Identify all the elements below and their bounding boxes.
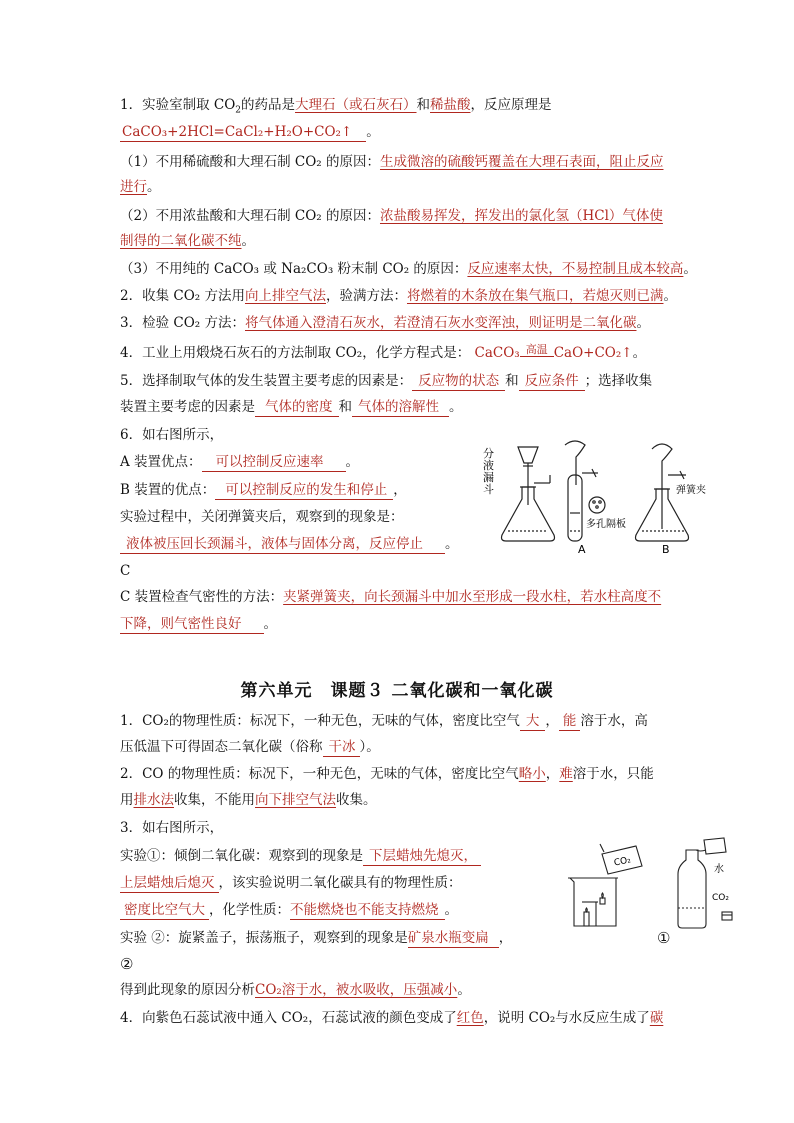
circled-number-1: ① <box>657 929 671 947</box>
q6b-label: B 装置的优点： <box>120 482 216 498</box>
label-a: A <box>578 543 586 556</box>
funnel-label-4: 斗 <box>483 483 494 496</box>
u6-q3c-answer: CO₂溶于水，被水吸收，压强减小 <box>255 982 458 998</box>
u6-q1-answer-2: 能 <box>559 713 581 731</box>
q1a-end: 。 <box>147 179 161 195</box>
u6-q1-line-2 <box>120 737 380 757</box>
u6-q3a-line <box>120 846 481 866</box>
label-b: B <box>662 543 670 556</box>
funnel-label-3: 漏 <box>483 471 494 484</box>
q6-c-line <box>120 561 130 581</box>
q6c-label: 实验过程中，关闭弹簧夹后，观察到的现象是： <box>120 509 404 525</box>
q1b-answer-2: 制得的二氧化碳不纯 <box>120 233 242 249</box>
q4-label: 4．工业上用煅烧石灰石的方法制取 CO₂，化学方程式是： <box>120 345 471 361</box>
u6-q2-line2-mid: 收集，不能用 <box>174 792 255 808</box>
u6-q3-line <box>120 818 223 838</box>
q3-label: 3．检验 CO₂ 方法： <box>120 315 245 331</box>
separatory-funnel <box>518 447 538 463</box>
u6-q2-end: 收集。 <box>336 792 377 808</box>
u6-q1-line <box>120 711 648 731</box>
plastic-bottle <box>678 850 706 928</box>
q1c-answer: 反应速率太快，不易控制且成本较高 <box>467 261 684 277</box>
u6-q3a-answer-4: 不能燃烧也不能支持燃烧 <box>290 902 445 920</box>
q2-line <box>120 286 677 306</box>
u6-q4-tail: ，说明 CO₂与水反应生成了 <box>483 1010 650 1026</box>
q5-answer-3: 气体的密度 <box>255 399 339 417</box>
q6b-end: ， <box>393 482 407 498</box>
u6-q3b-answer: 矿泉水瓶变扁 <box>408 930 499 948</box>
u6-q1-answer-1: 大 <box>520 713 546 731</box>
q5-end: 。 <box>449 399 463 415</box>
q2-answer-2: 将燃着的木条放在集气瓶口，若熄灭则已满 <box>406 288 664 304</box>
q5-answer-1: 反应物的状态 <box>412 373 505 391</box>
u6-q3a-label: 实验①：倾倒二氧化碳：观察到的现象是 <box>120 848 363 864</box>
q6b-line <box>120 480 407 500</box>
porous-plate-label: 多孔隔板 <box>586 519 626 530</box>
q1a-answer: 生成微溶的硫酸钙覆盖在大理石表面，阻止反应 <box>379 154 664 170</box>
q2-mid: ，验满方法： <box>325 288 407 304</box>
q1c-line <box>120 259 697 279</box>
q6-line <box>120 425 223 445</box>
spring-clip-label: 弹簧夹 <box>676 485 706 496</box>
water-label: 水 <box>714 864 724 875</box>
q2-answer-1: 向上排空气法 <box>244 288 326 304</box>
q3-answer: 将气体通入澄清石灰水，若澄清石灰水变浑浊，则证明是二氧化碳 <box>244 315 637 331</box>
u6-q3a-answer-2: 上层蜡烛后熄灭 <box>120 875 219 893</box>
u6-q1-line2: 压低温下可得固态二氧化碳（俗称 <box>120 739 323 755</box>
u6-q3a-answer-1: 下层蜡烛先熄灭， <box>363 848 481 866</box>
q1b-line <box>120 206 663 226</box>
q6d-line <box>120 587 661 607</box>
q1-equation: CaCO₃+2HCl=CaCl₂+H₂O+CO₂↑ <box>120 124 366 142</box>
q1a-line-2 <box>120 177 161 197</box>
circled-number-2: ② <box>120 955 134 973</box>
u6-q1-answer-3: 干冰 <box>323 739 360 757</box>
u6-q2-tail: 溶于水，只能 <box>572 766 654 782</box>
q1-mid: 的药品是 <box>241 97 296 113</box>
q4-condition: 高温 <box>520 344 554 357</box>
q5-and: 和 <box>505 373 519 389</box>
q1-label: 1．实验室制取 CO <box>120 97 236 113</box>
u6-q3b-label: 实验 ②：旋紧盖子，振荡瓶子，观察到的现象是 <box>120 930 408 946</box>
bottle-co2-label: CO₂ <box>712 893 729 903</box>
q6-label: 6．如右图所示， <box>120 427 224 443</box>
q6-c-label: C <box>120 563 131 579</box>
q6c-answer: 液体被压回长颈漏斗，液体与固体分离，反应停止 <box>120 536 445 554</box>
q5-and-2: 和 <box>338 399 352 415</box>
u6-q3b-end: ， <box>498 930 513 946</box>
u6-q1-tail: 溶于水，高 <box>580 713 648 729</box>
q4-end: 。 <box>632 345 647 361</box>
q4-equation-left: CaCO₃ <box>474 345 520 361</box>
q4-line <box>120 343 646 363</box>
jar-co2-label: CO₂ <box>613 855 632 869</box>
water-beaker <box>704 838 726 854</box>
u6-q2-line2-pre: 用 <box>120 792 134 808</box>
q5-line-2 <box>120 397 463 417</box>
q1b-answer: 浓盐酸易挥发，挥发出的氯化氢（HCl）气体使 <box>379 208 663 224</box>
q6a-answer: 可以控制反应速率 <box>202 454 346 472</box>
u6-q1-sep: ， <box>545 713 559 729</box>
q1-equation-line <box>120 122 380 142</box>
u6-q2-answer-3: 排水法 <box>133 792 174 808</box>
u6-q1-label: 1．CO₂的物理性质：标况下，一种无色，无味的气体，密度比空气 <box>120 713 520 729</box>
q1b-line-2 <box>120 231 255 251</box>
q3-line <box>120 313 650 333</box>
q1c-label: （3）不用纯的 CaCO₃ 或 Na₂CO₃ 粉末制 CO₂ 的原因： <box>120 261 468 277</box>
u6-q4-line <box>120 1008 663 1028</box>
u6-q2-line-2 <box>120 790 377 810</box>
q6d-answer: 夹紧弹簧夹，向长颈漏斗中加水至形成一段水柱，若水柱高度不 <box>283 589 662 605</box>
u6-q3b-line <box>120 928 512 948</box>
q6b-answer: 可以控制反应的发生和停止 <box>215 482 393 500</box>
candle-lower <box>584 912 589 926</box>
bottle-cap <box>722 912 732 920</box>
section-title: 第六单元 课题３ 二氧化碳和一氧化碳 <box>240 681 554 701</box>
q1b-label: （2）不用浓盐酸和大理石制 CO₂ 的原因： <box>120 208 380 224</box>
q6c-line <box>120 507 404 527</box>
co2-experiment-figure <box>564 838 744 930</box>
u6-q3a-line-3 <box>120 900 458 920</box>
q5-tail: ；选择收集 <box>584 373 653 389</box>
q2-label: 2．收集 CO₂ 方法用 <box>120 288 245 304</box>
q1a-answer-2: 进行 <box>120 179 147 195</box>
u6-q2-label: 2．CO 的物理性质：标况下，一种无色，无味的气体，密度比空气 <box>120 766 519 782</box>
u6-q2-answer-1: 略小 <box>518 766 546 782</box>
q6d-answer-2: 下降，则气密性良好 <box>120 616 264 634</box>
u6-q3a-line-2 <box>120 873 462 893</box>
funnel-label-1: 分 <box>483 447 494 460</box>
q6a-end: 。 <box>345 454 360 470</box>
u6-q3c-line <box>120 980 471 1000</box>
q6c-end: 。 <box>445 536 459 552</box>
q1-tail: ，反应原理是 <box>470 97 552 113</box>
q5-answer-2: 反应条件 <box>519 373 585 391</box>
q2-end: 。 <box>663 288 677 304</box>
q5-line2-label: 装置主要考虑的因素是 <box>120 399 255 415</box>
u6-q2-sep: ， <box>545 766 560 782</box>
porous-plate-icon <box>589 497 605 513</box>
q5-line <box>120 371 652 391</box>
q6a-line <box>120 452 359 472</box>
u6-q2-answer-4: 向下排空气法 <box>255 792 336 808</box>
q6c-line-2 <box>120 534 459 554</box>
u6-q3a-tail: ，该实验说明二氧化碳具有的物理性质： <box>218 875 462 891</box>
u6-q3a-end: 。 <box>444 902 458 918</box>
funnel-label-2: 液 <box>483 459 494 472</box>
q1c-end: 。 <box>683 261 697 277</box>
u6-q3a-answer-3: 密度比空气大 <box>120 902 209 920</box>
u6-q4-answer-2: 碳 <box>649 1010 664 1026</box>
apparatus-figure <box>480 435 706 556</box>
q1-line: 1．实验室制取 $CO_2$的药品是大理石（或石灰石）和稀盐酸，反应原理是 <box>120 97 552 116</box>
q1-end: 。 <box>366 124 380 140</box>
u6-q3b-num1-line <box>657 928 670 949</box>
u6-q3c-label: 得到此现象的原因分析 <box>120 982 255 998</box>
flask-b-funnel <box>652 444 672 529</box>
q5-answer-4: 气体的溶解性 <box>352 399 449 417</box>
q4-equation-right: CaO+CO₂↑ <box>553 345 633 361</box>
q1a-label: （1）不用稀硫酸和大理石制 CO₂ 的原因： <box>120 154 380 170</box>
u6-q3c-end: 。 <box>457 982 471 998</box>
u6-q3b-num2-line <box>120 954 133 975</box>
u6-q3a-chem: ，化学性质： <box>209 902 290 918</box>
q3-end: 。 <box>636 315 650 331</box>
u6-q2-line <box>120 764 654 784</box>
q1-answer-2: 稀盐酸 <box>430 97 471 113</box>
q1-and: 和 <box>416 97 431 113</box>
q5-label: 5．选择制取气体的发生装置主要考虑的因素是： <box>120 373 413 389</box>
u6-q4-answer-1: 红色 <box>456 1010 484 1026</box>
q6d-label: C 装置检查气密性的方法： <box>120 589 284 605</box>
u6-q2-answer-2: 难 <box>559 766 573 782</box>
q1b-end: 。 <box>241 233 255 249</box>
q1a-line <box>120 152 663 172</box>
q6a-label: A 装置优点： <box>120 454 202 470</box>
u6-q4-label: 4．向紫色石蕊试液中通入 CO₂，石蕊试液的颜色变成了 <box>120 1010 457 1026</box>
u6-q1-end: ）。 <box>359 739 380 755</box>
u6-q3-label: 3．如右图所示， <box>120 820 224 836</box>
q1-answer-1: 大理石（或石灰石） <box>295 97 417 113</box>
q6d-line-2 <box>120 614 277 634</box>
q6d-end: 。 <box>263 616 277 632</box>
